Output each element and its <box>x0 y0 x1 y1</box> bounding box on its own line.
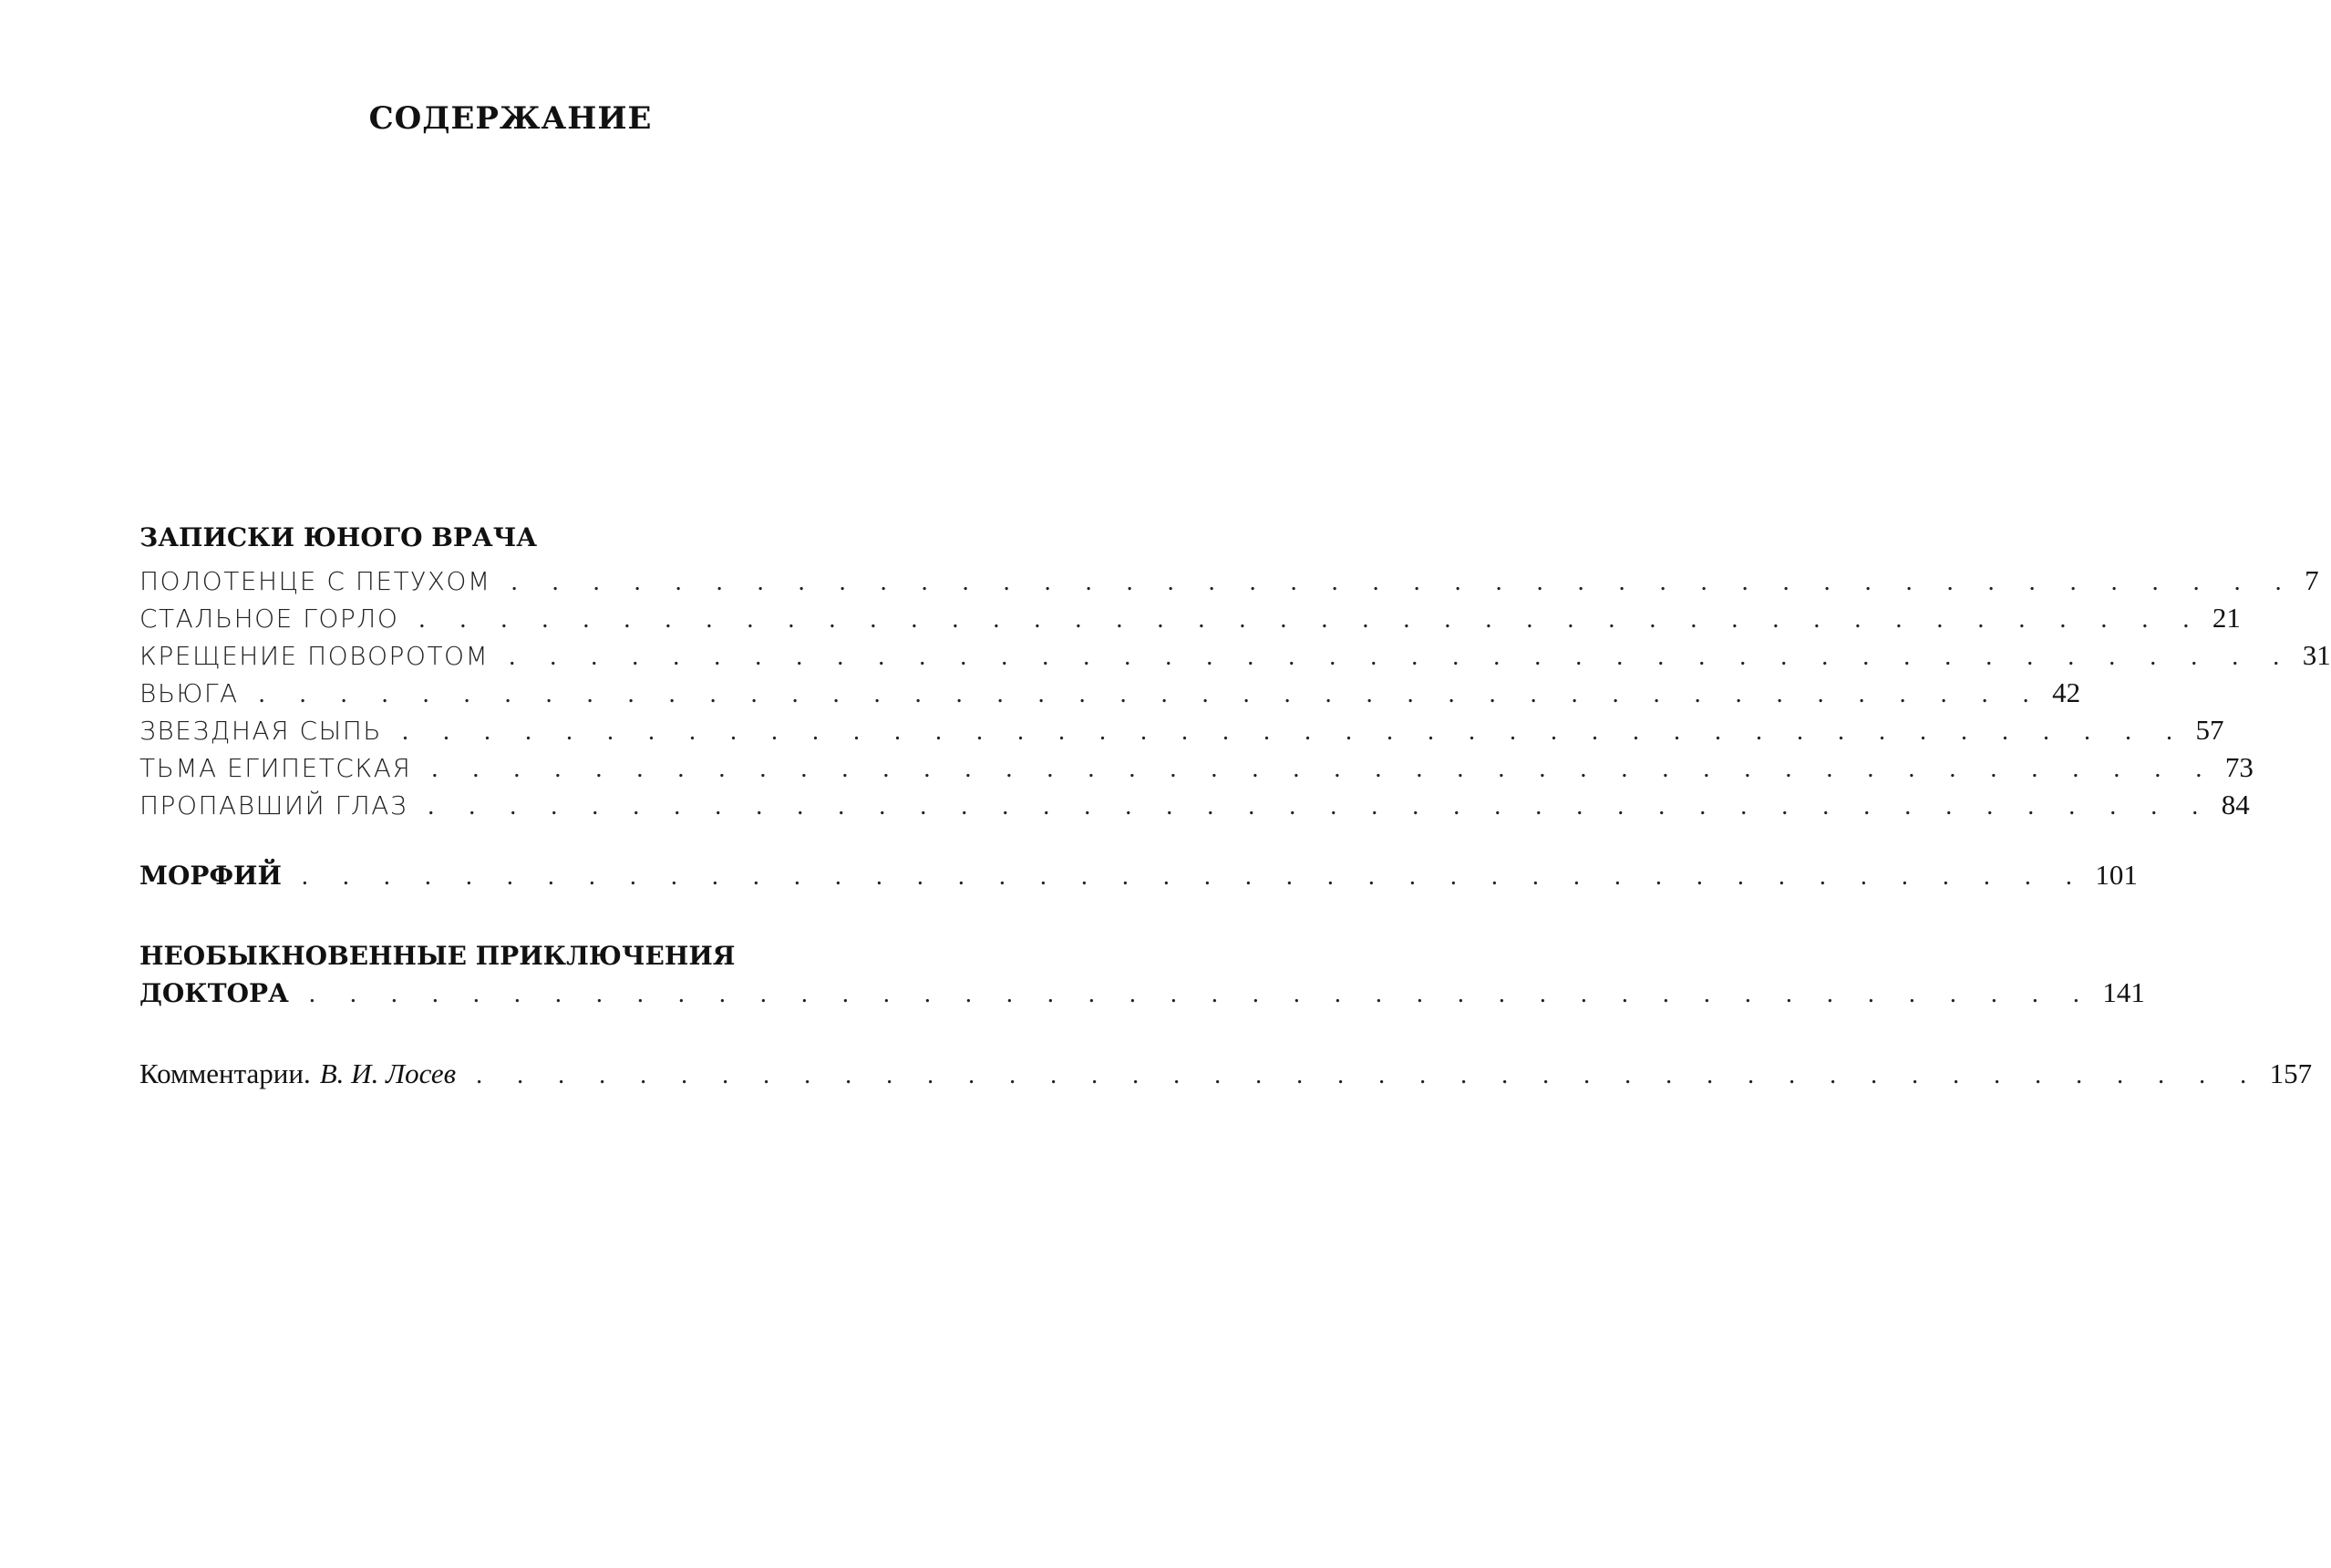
commentary-author: В. И. Лосев <box>319 1057 457 1089</box>
toc-entry-label: ТЬМА ЕГИПЕТСКАЯ <box>139 753 412 783</box>
toc-entry-page: 42 <box>2052 676 2081 708</box>
toc-entry-label: СТАЛЬНОЕ ГОРЛО <box>139 603 399 634</box>
leader-dots: . . . . . . . . . . . . . . . . . . . . . . . . . . . . . . . . . . . . . . . . . . . . <box>511 568 2296 596</box>
toc-entry-page: 31 <box>2302 639 2331 671</box>
leader-dots: . . . . . . . . . . . . . . . . . . . . . . . . . . . . . . . . . . . . . . . . . . . . <box>431 755 2216 783</box>
toc-entry[interactable] <box>139 789 2250 825</box>
leader-dots: . . . . . . . . . . . . . . . . . . . . . . . . . . . . . . . . . . . . . . . . . . . . <box>476 1061 2261 1089</box>
toc-entry-doktora[interactable] <box>139 976 2145 1013</box>
toc-entry-label: ВЬЮГА <box>139 678 239 708</box>
toc-entry-page: 157 <box>2269 1057 2313 1089</box>
toc-entry[interactable] <box>139 564 2319 601</box>
toc-entry[interactable] <box>139 751 2254 788</box>
leader-dots: . . . . . . . . . . . . . . . . . . . . . . . . . . . . . . . . . . . . . . . . . . . . <box>301 862 2087 891</box>
toc-entry-label: МОРФИЙ <box>139 861 282 891</box>
toc-entry[interactable] <box>139 714 2224 750</box>
toc-entry-label: ЗВЕЗДНАЯ СЫПЬ <box>139 716 382 746</box>
section-title-priklyucheniya: НЕОБЫКНОВЕННЫЕ ПРИКЛЮЧЕНИЯ <box>139 941 736 971</box>
page-title: СОДЕРЖАНИЕ <box>368 100 653 137</box>
toc-entry-page: 57 <box>2195 714 2224 746</box>
toc-entry-morfiy[interactable] <box>139 859 2138 895</box>
toc-entry-label: КРЕЩЕНИЕ ПОВОРОТОМ <box>139 641 490 671</box>
toc-entry[interactable] <box>139 602 2241 638</box>
leader-dots: . . . . . . . . . . . . . . . . . . . . . . . . . . . . . . . . . . . . . . . . . . . . <box>401 717 2187 746</box>
toc-entry-label: ПРОПАВШИЙ ГЛАЗ <box>139 790 408 820</box>
toc-entry-page: 141 <box>2102 976 2145 1008</box>
toc-entry-label: ПОЛОТЕНЦЕ С ПЕТУХОМ <box>139 566 491 596</box>
leader-dots: . . . . . . . . . . . . . . . . . . . . . . . . . . . . . . . . . . . . . . . . . . . . <box>258 680 2044 708</box>
toc-entry-label: ДОКТОРА <box>139 978 289 1008</box>
commentary-label: Комментарии. <box>139 1057 311 1089</box>
toc-entry-page: 101 <box>2095 859 2138 891</box>
toc-entry-commentary[interactable] <box>139 1057 2313 1094</box>
leader-dots: . . . . . . . . . . . . . . . . . . . . . . . . . . . . . . . . . . . . . . . . . . . . <box>509 643 2294 671</box>
toc-entry-page: 73 <box>2224 751 2254 783</box>
leader-dots: . . . . . . . . . . . . . . . . . . . . . . . . . . . . . . . . . . . . . . . . . . . . <box>308 980 2094 1008</box>
toc-entry[interactable] <box>139 639 2331 676</box>
section-title-zapiski: ЗАПИСКИ ЮНОГО ВРАЧА <box>139 522 538 552</box>
leader-dots: . . . . . . . . . . . . . . . . . . . . . . . . . . . . . . . . . . . . . . . . . . . . <box>418 605 2203 634</box>
leader-dots: . . . . . . . . . . . . . . . . . . . . . . . . . . . . . . . . . . . . . . . . . . . . <box>428 792 2212 820</box>
toc-entry-page: 21 <box>2212 602 2241 634</box>
toc-entry-page: 84 <box>2221 789 2250 820</box>
toc-entry[interactable] <box>139 676 2081 713</box>
toc-entry-page: 7 <box>2305 564 2319 596</box>
